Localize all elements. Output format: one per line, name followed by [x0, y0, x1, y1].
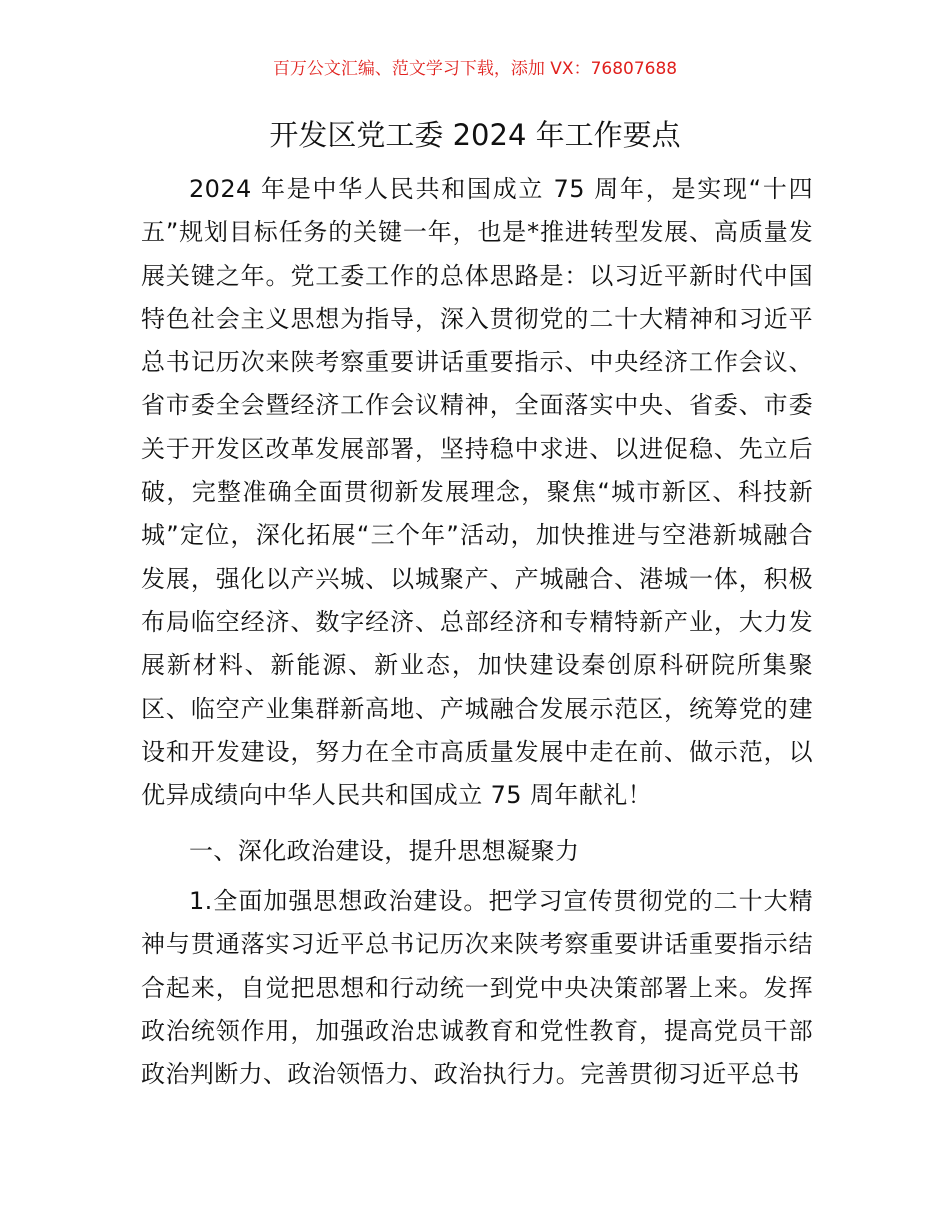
section-heading-1: 一、深化政治建设，提升思想凝聚力	[189, 837, 580, 865]
document-title: 开发区党工委 2024 年工作要点	[269, 118, 681, 152]
section-1-paragraph-1: 1.全面加强思想政治建设。把学习宣传贯彻党的二十大精神与贯通落实习近平总书记历次来陕考察重要讲话重要指示结合起来，自觉把思想和行动统一到党中央决策部署上来。发挥政治统领作用，加强政治忠诚教育和党性教育，提高党员干部政治判断力、政治领悟力、政治执行力。完善贯彻习近平总书	[141, 887, 813, 1089]
header-watermark: 百万公文汇编、范文学习下载，添加 VX：76807688	[272, 59, 678, 79]
intro-paragraph: 2024 年是中华人民共和国成立 75 周年，是实现“十四五”规划目标任务的关键一年，也是*推进转型发展、高质量发展关键之年。党工委工作的总体思路是：以习近平新时代中国特色社会主义思想为指导，深入贯彻党的二十大精神和习近平总书记历次来陕考察重要讲话重要指示、中央经济工作会议、省市委全会暨经济工作会议精神，全面落实中央、省委、市委关于开发区改革发展部署，坚持稳中求进、以进促稳、先立后破，完整准确全面贯彻新发展理念，聚焦“城市新区、科技新城”定位，深化拓展“三个年”活动，加快推进与空港新城融合发展，强化以产兴城、以城聚产、产城融合、港城一体，积极布局临空经济、数字经济、总部经济和专精特新产业，大力发展新材料、新能源、新业态，加快建设秦创原科研院所集聚区、临空产业集群新高地、产城融合发展示范区，统筹党的建设和开发建设，努力在全市高质量发展中走在前、做示范，以优异成绩向中华人民共和国成立 75 周年献礼！	[141, 175, 813, 810]
